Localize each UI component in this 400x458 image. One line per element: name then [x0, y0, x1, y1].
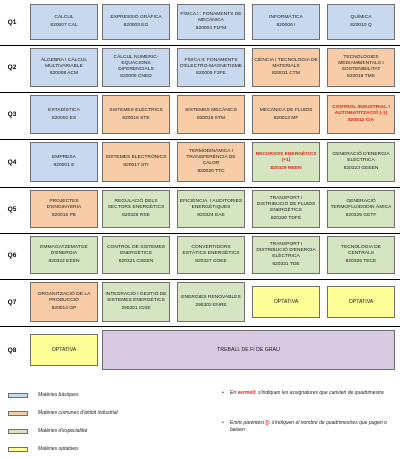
course-title: EMPRESA — [52, 155, 76, 161]
course-title: REGULACIÓ DELS SECTORS ENERGÈTICS — [107, 199, 165, 211]
course-cell — [252, 236, 320, 274]
legend-item-specialty — [8, 428, 87, 434]
course-code: 820006 I — [276, 23, 296, 28]
course-title: RECURSOS ENERGÈTICS (+1) — [255, 152, 317, 164]
row-separator — [0, 233, 400, 234]
course-cell — [327, 142, 395, 182]
quadrimester-label: Q1 — [7, 18, 17, 26]
quadrimester-label: Q5 — [7, 205, 17, 213]
course-cell — [102, 95, 170, 134]
legend-label: Matèries optatives — [38, 446, 79, 452]
course-cell — [102, 142, 170, 182]
course-code: 820003 EG — [123, 23, 149, 28]
note-parenthesis: • Entre parèntesi (): s'indiquen el nombre de quadrimestres que pugen o baixen — [222, 420, 387, 433]
legend — [0, 388, 400, 458]
course-code: 820325 GETF — [345, 212, 377, 218]
row-separator — [0, 187, 400, 188]
course-cell — [177, 95, 245, 134]
course-title: OPTATIVA — [51, 346, 77, 353]
course-cell — [30, 190, 98, 228]
course-cell — [102, 282, 170, 322]
course-title: GENERACIÓ TERMOFLUIDODIN ÀMICA — [330, 199, 392, 211]
legend-swatch — [8, 447, 28, 452]
row-separator — [0, 326, 400, 327]
course-title: ORGANITZACIÓ DE LA PRODUCCIÓ — [37, 292, 91, 304]
course-cell — [102, 48, 170, 87]
quadrimester-label: Q2 — [7, 64, 17, 71]
course-code: 820331 TDE — [272, 261, 300, 267]
legend-item-basic — [8, 392, 79, 398]
course-code: 820011 CTM — [272, 71, 300, 77]
course-title: EXPRESSIÓ GRÀFICA — [110, 15, 162, 21]
course-code: 820001 E — [53, 163, 75, 168]
course-code: 820016 STE — [122, 115, 150, 121]
course-code: 820330 TDFE — [270, 215, 302, 221]
course-code: 820007 CAL — [50, 23, 78, 28]
course-cell — [177, 236, 245, 274]
course-cell — [327, 190, 395, 228]
course-title: TECNOLOGIA DE CENTRALS — [341, 245, 381, 257]
course-title: CIÈNCIA I TECNOLOGIA DE MATERIALS — [254, 57, 318, 69]
row-separator — [0, 279, 400, 280]
course-cell — [30, 142, 98, 182]
quadrimester-label: Q4 — [7, 158, 17, 166]
course-title: TECNOLOGIES MEDIAMBIENTALS I SOSTENIBILITAT — [338, 54, 384, 72]
course-title: FÍSICA II: FONAMENTS D'ELECTRO-MAGNETISME — [179, 57, 243, 69]
note-paren-keyword: (): — [265, 420, 271, 426]
course-code: 820020 TTC — [197, 168, 225, 174]
course-cell — [102, 236, 170, 274]
course-title: INTEGRACIÓ I GESTIÓ DE SISTEMES ENERGÈTICS — [105, 292, 167, 304]
legend-label: Matèries comunes d'àmbit industrial — [38, 410, 118, 416]
course-cell — [327, 236, 395, 274]
course-code: 820014 OP — [51, 305, 77, 311]
legend-item-common — [8, 410, 118, 416]
course-cell — [177, 48, 245, 87]
course-code: 820327 COEE — [195, 258, 227, 264]
course-title: TERMODINÀMICA I TRANSFERÈNCIA DE CALOR — [186, 149, 236, 166]
course-cell — [30, 48, 98, 87]
course-code: 820010 Q — [350, 23, 372, 28]
course-cell — [252, 190, 320, 228]
course-cell — [30, 236, 98, 274]
course-cell — [252, 95, 320, 134]
course-cell — [252, 4, 320, 40]
course-cell — [177, 282, 245, 322]
course-title: INFORMÀTICA — [269, 15, 303, 21]
course-title: TREBALL DE FI DE GRAU — [217, 346, 280, 353]
course-title: SISTEMES ELÈCTRICS — [109, 107, 163, 113]
course-title: OPTATIVA — [348, 298, 374, 305]
course-title: PROJECTES D'ENGINYERIA — [46, 199, 82, 211]
course-code: 820019 TMS — [347, 74, 375, 80]
row-separator — [0, 92, 400, 93]
quadrimester-label: Q8 — [7, 346, 17, 354]
course-title: CONVERTIDORS ESTÀTICS ENERGÈTICS — [182, 245, 240, 257]
course-title: SISTEMES MECÀNICS — [185, 107, 237, 113]
course-code: 820321 CSEEN — [118, 258, 154, 264]
course-title: FÍSICA I : FONAMENTS DE MECÀNICA — [180, 12, 242, 24]
note-red-keyword: vermell: — [237, 390, 257, 396]
course-code: 820005 F2FE — [196, 71, 226, 77]
course-title: QUÍMICA — [350, 15, 372, 21]
course-cell — [30, 282, 98, 322]
course-code: 295301 IGSE — [121, 305, 151, 311]
legend-item-optional — [8, 446, 79, 452]
row-separator — [0, 139, 400, 140]
course-title: OPTATIVA — [273, 298, 299, 305]
course-title: ENERGIES RENOVABLES — [181, 295, 241, 301]
course-cell — [177, 190, 245, 228]
course-code: 820015 PE — [51, 212, 77, 218]
course-cell — [177, 4, 245, 40]
course-title: TRANSPORT I DISTRIBUCIÓ D'ENERGIA ELÈCTRICA — [256, 242, 316, 259]
row-separator — [0, 45, 400, 46]
legend-swatch — [8, 393, 28, 398]
course-cell — [252, 286, 320, 318]
course-cell — [327, 95, 395, 134]
course-code: 295302 ENRE — [195, 303, 227, 308]
legend-label: Matèries bàsiques — [38, 392, 79, 398]
course-code: 820013 MF — [273, 115, 299, 121]
course-cell — [177, 142, 245, 182]
legend-swatch — [8, 411, 28, 416]
course-cell — [30, 95, 98, 134]
bullet-icon: • — [222, 390, 224, 396]
quadrimester-label: Q7 — [7, 298, 17, 306]
course-cell — [102, 190, 170, 228]
course-code: 820002 ES — [51, 115, 77, 121]
course-code: 820018 STM — [196, 115, 225, 121]
course-code: 820329 REEN — [270, 165, 302, 171]
course-cell — [30, 334, 98, 366]
course-cell — [252, 48, 320, 87]
course-title: ÀLGEBRA I CÀLCUL MULTIVARIABLE — [40, 57, 88, 69]
course-cell — [327, 48, 395, 87]
course-title: CÀLCUL — [54, 15, 74, 21]
course-code: 820009 CNED — [120, 74, 152, 80]
course-title: GENERACIÓ D'ENERGIA ELÈCTRICA — [332, 152, 390, 164]
course-cell — [327, 286, 395, 318]
course-code: 820328 RSE — [122, 212, 150, 218]
course-code: 820323 GEEEN — [343, 165, 379, 171]
course-cell — [102, 4, 170, 40]
course-code: 820004 F1FM — [195, 25, 227, 31]
note-red: • En vermell: s'indiquen les assignatures que canvien de quadrimestre — [222, 390, 384, 396]
course-title: CONTROL INDUSTRIAL I AUTOMATITZACIÓ (-1) — [332, 104, 390, 116]
quadrimester-label: Q3 — [7, 111, 17, 118]
course-code: 820008 ACM — [49, 71, 79, 77]
course-cell — [30, 4, 98, 40]
course-title: ESTADÍSTICA — [48, 107, 80, 113]
course-code: 820324 EAE — [197, 212, 225, 218]
course-code: 820322 EEEN — [48, 258, 80, 264]
course-title: TRANSPORT I DISTRIBUCIÓ DE FLUIDS ENERGÈTICS — [256, 196, 316, 213]
quadrimester-label: Q6 — [7, 251, 17, 259]
course-title: EFICIÈNCIA, I AUDITORIES ENERGÈTIQUES — [179, 199, 243, 211]
legend-swatch — [8, 429, 28, 434]
course-cell — [102, 330, 395, 370]
course-code: 820012 CIA — [347, 118, 375, 124]
course-code: 820326 TECE — [345, 258, 377, 264]
course-title: EMMAGATZEMATGE D'ENERGIA — [40, 245, 88, 257]
legend-label: Matèries d'especialitat — [38, 428, 88, 434]
bullet-icon: • — [222, 420, 224, 426]
course-title: MECÀNICA DE FLUIDS — [259, 107, 313, 113]
course-title: SISTEMES ELECTRÒNICS — [105, 155, 167, 161]
course-title: CÀLCUL NUMÈRIC-EQUACIONS DIFERENCIALS — [113, 54, 159, 72]
course-cell — [327, 4, 395, 40]
course-code: 820017 STI — [123, 163, 149, 168]
course-title: CONTROL DE SISTEMES ENERGÈTICS — [107, 245, 165, 257]
course-cell — [252, 142, 320, 182]
